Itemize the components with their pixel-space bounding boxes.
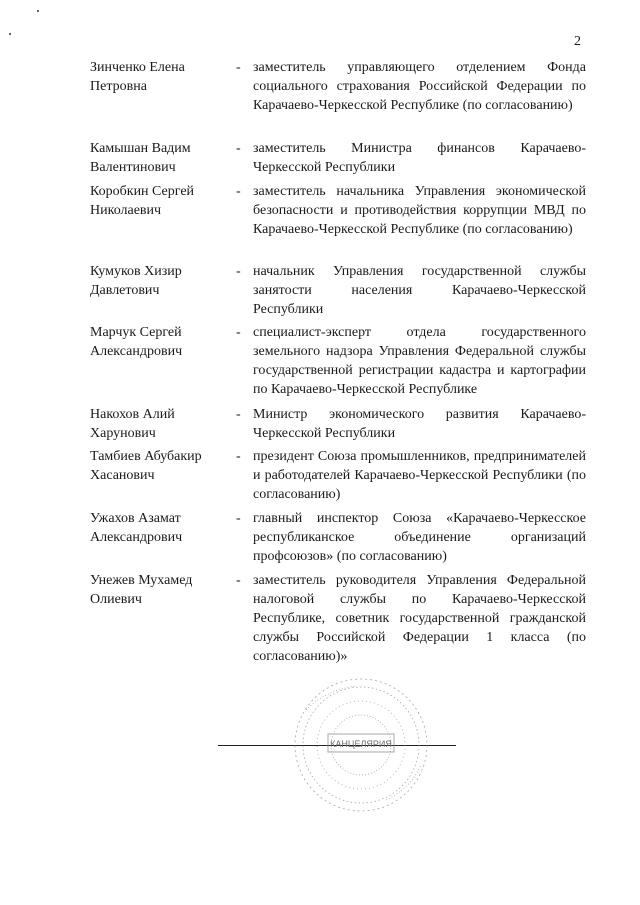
scan-speck — [37, 10, 39, 12]
stamp-seal — [286, 670, 436, 820]
separator-dash: - — [236, 60, 241, 75]
member-name: Ужахов Азамат Александрович — [90, 511, 183, 545]
separator-dash: - — [236, 264, 241, 279]
separator-dash: - — [236, 184, 241, 199]
separator-dash: - — [236, 325, 241, 340]
member-position: заместитель управляющего отделением Фонда социального страхования Российской Федерации по Карачаево-Черкесской Республике (по согласованию) — [253, 60, 586, 113]
member-name: Зинченко Елена Петровна — [90, 60, 185, 94]
member-name: Марчук Сергей Александрович — [90, 325, 183, 359]
member-position: президент Союза промышленников, предпринимателей и работодателей Карачаево-Черкесской Республики (по согласованию) — [253, 449, 586, 502]
member-name: Накохов Алий Харунович — [90, 407, 175, 441]
member-name: Тамбиев Абубакир Хасанович — [90, 449, 202, 483]
member-position: начальник Управления государственной службы занятости населения Карачаево-Черкесской Республики — [253, 264, 586, 317]
member-position: заместитель начальника Управления экономической безопасности и противодействия коррупции МВД по Карачаево-Черкесской Республике (по согласованию) — [253, 184, 586, 237]
member-position: заместитель руководителя Управления Федеральной налоговой службы по Карачаево-Черкесской Республике, советник государственной гражданской службы Российской Федерации 1 класса (по согласованию)» — [253, 573, 586, 664]
member-position: главный инспектор Союза «Карачаево-Черкесское республиканское объединение организаций профсоюзов» (по согласованию) — [253, 511, 586, 564]
member-name: Кумуков Хизир Давлетович — [90, 264, 182, 298]
separator-dash: - — [236, 511, 241, 526]
separator-dash: - — [236, 141, 241, 156]
member-position: специалист-эксперт отдела государственного земельного надзора Управления Федеральной службы государственной регистрации кадастра и картографии по Карачаево-Черкесской Республике — [253, 325, 586, 397]
member-name: Унежев Мухамед Олиевич — [90, 573, 193, 607]
scan-speck — [9, 33, 11, 35]
stamp-label: КАНЦЕЛЯРИЯ — [330, 739, 392, 749]
separator-dash: - — [236, 573, 241, 588]
separator-dash: - — [236, 407, 241, 422]
page-number: 2 — [574, 34, 581, 49]
member-name: Камышан Вадим Валентинович — [90, 141, 191, 175]
member-name: Коробкин Сергей Николаевич — [90, 184, 195, 218]
separator-dash: - — [236, 449, 241, 464]
member-position: заместитель Министра финансов Карачаево-Черкесской Республики — [253, 141, 586, 175]
member-position: Министр экономического развития Карачаево-Черкесской Республики — [253, 407, 586, 441]
